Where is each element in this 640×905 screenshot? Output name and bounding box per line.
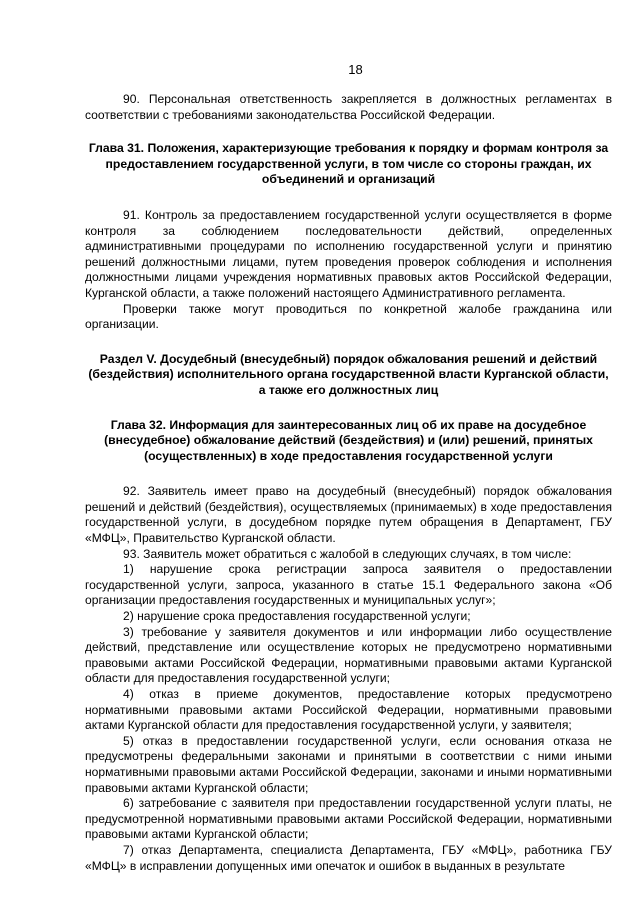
paragraph: 6) затребование с заявителя при предоставлении государственной услуги платы, не предусмотренной нормативными правовыми актами Российской Федерации, нормативными правовыми актами Курганской области; [85,796,612,842]
page-number: 18 [348,62,363,77]
paragraph: 3) требование у заявителя документов и или информации либо осуществление действий, представление или осуществление которых не предусмотрено нормативными правовыми актами Российской Федерации, нормативными правовыми актами Курганской области для предоставления государственной услуги; [85,624,612,686]
section-heading: Глава 32. Информация для заинтересованных лиц об их праве на досудебное (внесудебное) обжалование действий (бездействия) и (или) решений, принятых (осуществленных) в ходе предоставления государственной услуги [104,417,593,463]
paragraph: 2) нарушение срока предоставления государственной услуги; [123,609,471,624]
paragraph: 92. Заявитель имеет право на досудебный (внесудебный) порядок обжалования решений и действий (бездействия), осуществляемых (принимаемых) в ходе предоставления государственной услуги, в досудебном порядке путем обращения в Департамент, ГБУ «МФЦ», Правительство Курганской области. [85,484,612,546]
spacer [85,399,612,418]
section-heading: Раздел V. Досудебный (внесудебный) порядок обжалования решений и действий (бездействия) исполнительного органа государственной власти Курганской области, а также его должностных лиц [88,351,609,397]
spacer [85,188,612,208]
spacer [85,333,612,352]
section-heading: Глава 31. Положения, характеризующие требования к порядку и формам контроля за предоставлением государственной услуги, в том числе со стороны граждан, их объединений и организаций [88,141,609,187]
paragraph: 91. Контроль за предоставлением государственной услуги осуществляется в форме контроля за соблюдением последовательности действий, определенных административными процедурами по исполнению государственной услуги и принятию решений должностными лицами, путем проведения проверок соблюдения и исполнения должностными лицами учреждения нормативных правовых актов Российской Федерации, Курганской области, а также положений настоящего Административного регламента. [85,207,612,300]
paragraph: 4) отказ в приеме документов, предоставление которых предусмотрено нормативными правовыми актами Российской Федерации, нормативными правовыми актами Курганской области для предоставления государственной услуги, у заявителя; [85,687,612,733]
paragraph: 93. Заявитель может обратиться с жалобой в следующих случаях, в том числе: [123,546,572,561]
spacer [85,464,612,484]
spacer [85,123,612,141]
paragraph: 5) отказ в предоставлении государственной услуги, если основания отказа не предусмотрены федеральными законами и принятыми в соответствии с ними иными нормативными правовыми актами Российской Федерации, законами и иными нормативными правовыми актами Курганской области; [85,733,612,795]
paragraph: 1) нарушение срока регистрации запроса заявителя о предоставлении государственной услуги, запроса, указанного в статье 15.1 Федерального закона «Об организации предоставления государственных и муниципальных услуг»; [85,562,612,608]
document-body [85,92,612,874]
paragraph: 90. Персональная ответственность закрепляется в должностных регламентах в соответствии с требованиями законодательства Российской Федерации. [85,92,612,122]
paragraph: Проверки также могут проводиться по конкретной жалобе гражданина или организации. [85,301,612,332]
paragraph: 7) отказ Департамента, специалиста Департамента, ГБУ «МФЦ», работника ГБУ «МФЦ» в исправлении допущенных ими опечаток и ошибок в выданных в результате [85,842,612,873]
